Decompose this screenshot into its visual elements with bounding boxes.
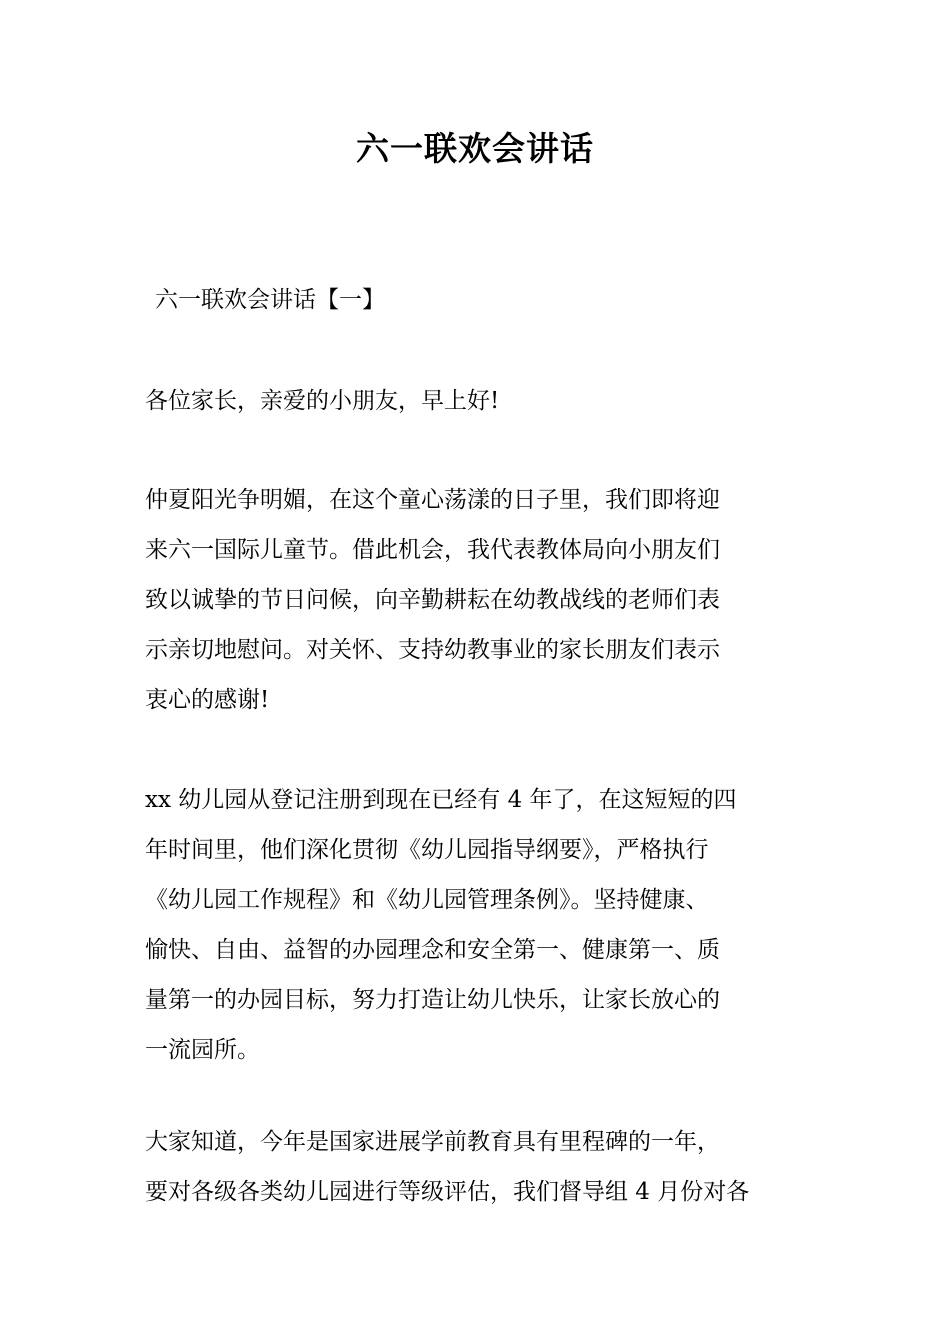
paragraph-line: 大家知道，今年是国家进展学前教育具有里程碑的一年， <box>145 1129 720 1155</box>
paragraph-greeting <box>145 376 809 426</box>
section-heading: 六一联欢会讲话【一】 <box>155 287 385 313</box>
paragraph-kindergarten <box>145 775 809 1075</box>
paragraph-line: 仲夏阳光争明媚，在这个童心荡漾的日子里，我们即将迎 <box>145 487 720 513</box>
paragraph-line: 衷心的感谢! <box>145 687 270 713</box>
paragraph-line: 要对各级各类幼儿园进行等级评估，我们督导组 4 月份对各 <box>145 1179 750 1205</box>
paragraph-line: xx 幼儿园从登记注册到现在已经有 4 年了，在这短短的四 <box>145 787 737 813</box>
paragraph-line: 量第一的办园目标，努力打造让幼儿快乐，让家长放心的 <box>145 987 720 1013</box>
document-title: 六一联欢会讲话 <box>356 129 594 168</box>
paragraph-line: 《幼儿园工作规程》和《幼儿园管理条例》。坚持健康、 <box>145 887 709 913</box>
paragraph-line: 来六一国际儿童节。借此机会，我代表教体局向小朋友们 <box>145 537 720 563</box>
paragraph-line: 致以诚挚的节日问候，向辛勤耕耘在幼教战线的老师们表 <box>145 587 720 613</box>
paragraph-line: 愉快、自由、益智的办园理念和安全第一、健康第一、质 <box>145 937 720 963</box>
paragraph-opening <box>145 475 809 725</box>
paragraph-line: 示亲切地慰问。对关怀、支持幼教事业的家长朋友们表示 <box>145 637 720 663</box>
paragraph-line: 年时间里，他们深化贯彻《幼儿园指导纲要》，严格执行 <box>145 837 709 863</box>
paragraph-evaluation <box>145 1117 809 1217</box>
paragraph-line: 一流园所。 <box>145 1037 260 1063</box>
paragraph-line: 各位家长，亲爱的小朋友，早上好! <box>145 388 500 414</box>
